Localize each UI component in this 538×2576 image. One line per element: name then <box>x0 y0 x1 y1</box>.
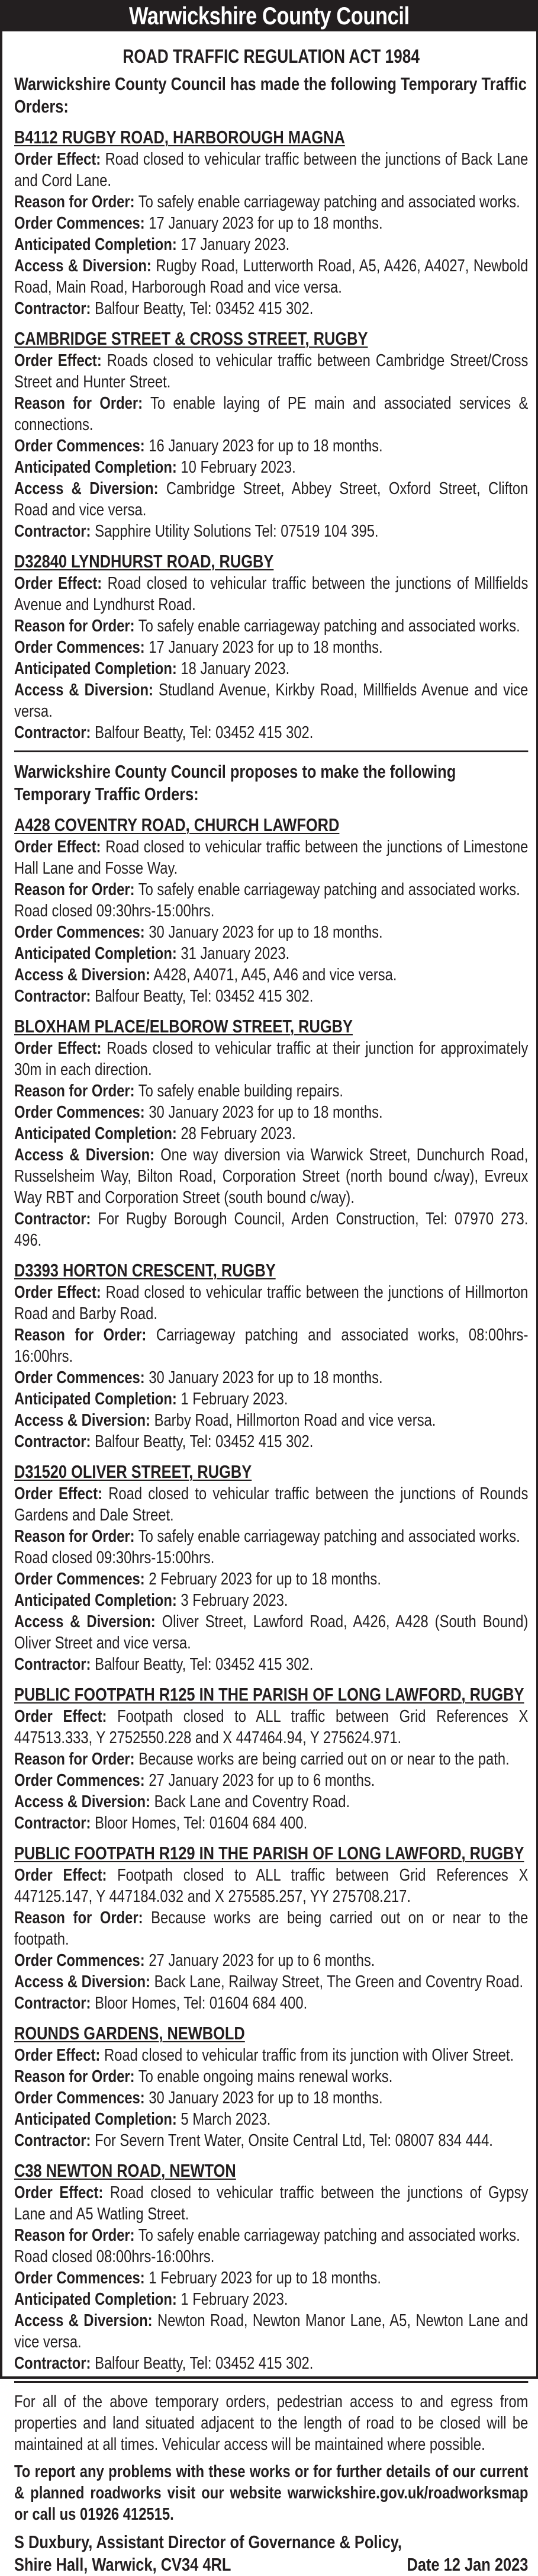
order-effect <box>14 836 528 879</box>
field-label: Anticipated Completion: <box>14 1124 177 1143</box>
field-label: Reason for Order: <box>14 1908 143 1927</box>
order-contractor <box>14 1208 528 1251</box>
order-effect <box>14 2045 528 2066</box>
order-entry <box>14 814 528 1007</box>
order-completion <box>14 1123 528 1144</box>
made-orders-intro: Warwickshire County Council has made the following Temporary Traffic Orders: <box>14 73 527 117</box>
field-value: 1 February 2023. <box>181 1390 288 1409</box>
field-value: Road closed 09:30hrs-15:00hrs. <box>14 902 215 920</box>
order-diversion <box>14 679 528 722</box>
field-label: Contractor: <box>14 1210 91 1228</box>
field-label: Contractor: <box>14 1655 91 1674</box>
order-effect <box>14 1483 528 1526</box>
field-label: Order Effect: <box>14 150 101 169</box>
signature-block <box>14 2531 528 2576</box>
order-contractor <box>14 2353 528 2374</box>
field-label: Access & Diversion: <box>14 2311 153 2330</box>
made-orders-list <box>14 126 528 743</box>
field-label: Order Commences: <box>14 923 145 942</box>
field-label: Order Commences: <box>14 1951 145 1970</box>
field-value: Studland Avenue, Kirkby Road, Millfields Avenue and vice versa. <box>14 681 529 721</box>
field-label: Order Effect: <box>14 1039 102 1058</box>
field-value: To safely enable carriageway patching and associated works. <box>138 880 520 899</box>
field-value: Road closed to vehicular traffic between the junctions of Rounds Gardens and Dale Street. <box>14 1484 529 1525</box>
order-contractor <box>14 986 528 1007</box>
field-value: For Severn Trent Water, Onsite Central Ltd, Tel: 08007 834 444. <box>95 2131 493 2150</box>
field-label: Contractor: <box>14 1432 91 1451</box>
field-label: Order Effect: <box>14 351 102 370</box>
section-divider <box>14 750 528 752</box>
order-title: PUBLIC FOOTPATH R129 IN THE PARISH OF LONG LAWFORD, RUGBY <box>14 1843 524 1863</box>
order-completion <box>14 2289 528 2310</box>
field-label: Order Commences: <box>14 638 145 657</box>
field-label: Access & Diversion: <box>14 479 159 498</box>
order-effect <box>14 149 528 191</box>
address: Shire Hall, Warwick, CV34 4RL <box>14 2554 231 2575</box>
field-value: Balfour Beatty, Tel: 03452 415 302. <box>95 1432 314 1451</box>
order-note <box>14 1547 528 1568</box>
field-value: Roads closed to vehicular traffic at their junction for approximately 30m in each direction. <box>14 1039 529 1079</box>
order-title: BLOXHAM PLACE/ELBOROW STREET, RUGBY <box>14 1016 353 1037</box>
field-value: 10 February 2023. <box>181 458 296 477</box>
order-commences <box>14 435 528 457</box>
order-diversion <box>14 255 528 298</box>
field-label: Access & Diversion: <box>14 1612 156 1631</box>
field-value: Newton Road, Newton Manor Lane, A5, Newton Lane and vice versa. <box>14 2311 529 2352</box>
order-title: PUBLIC FOOTPATH R125 IN THE PARISH OF LONG LAWFORD, RUGBY <box>14 1684 524 1705</box>
order-contractor <box>14 521 528 542</box>
field-value: To enable ongoing mains renewal works. <box>138 2067 393 2086</box>
order-entry <box>14 126 528 319</box>
field-value: Sapphire Utility Solutions Tel: 07519 104 395. <box>95 522 379 541</box>
field-label: Order Effect: <box>14 1866 107 1885</box>
field-label: Reason for Order: <box>14 2067 135 2086</box>
field-value: Balfour Beatty, Tel: 03452 415 302. <box>95 987 314 1006</box>
field-value: To safely enable carriageway patching and associated works. <box>138 193 520 211</box>
order-commences <box>14 1367 528 1388</box>
order-title: A428 COVENTRY ROAD, CHURCH LAWFORD <box>14 814 340 835</box>
field-label: Order Effect: <box>14 574 102 593</box>
order-diversion <box>14 1410 528 1431</box>
masthead <box>0 0 538 31</box>
field-label: Anticipated Completion: <box>14 235 177 254</box>
field-label: Order Commences: <box>14 437 145 455</box>
field-value: Roads closed to vehicular traffic between Cambridge Street/Cross Street and Hunter Street. <box>14 351 529 392</box>
order-effect <box>14 1038 528 1080</box>
field-value: To enable laying of PE main and associated services & connections. <box>14 394 529 434</box>
order-reason <box>14 1080 528 1102</box>
notice-body <box>14 31 529 2576</box>
field-label: Contractor: <box>14 723 91 742</box>
order-title: CAMBRIDGE STREET & CROSS STREET, RUGBY <box>14 328 368 349</box>
field-value: Road closed to vehicular traffic between the junctions of Limestone Hall Lane and Fosse Way. <box>14 838 529 878</box>
field-label: Reason for Order: <box>14 617 135 636</box>
pedestrian-access-notice: For all of the above temporary orders, pedestrian access to and egress from properties and land situated adjacent to the length of road to be closed will be maintained at all times. Vehicular access will be maintained where possible. <box>14 2392 529 2454</box>
field-value: 2 February 2023 for up to 18 months. <box>149 1570 381 1589</box>
field-value: 1 February 2023 for up to 18 months. <box>149 2269 381 2288</box>
field-value: 30 January 2023 for up to 18 months. <box>149 1103 383 1122</box>
order-note <box>14 900 528 922</box>
field-value: One way diversion via Warwick Street, Dunchurch Road, Russelsheim Way, Bilton Road, Corporation Street (north bound c/way), Evreux Way RBT and Corporation Street (south bound c/way). <box>14 1146 529 1207</box>
order-commences <box>14 2087 528 2109</box>
field-label: Anticipated Completion: <box>14 1591 177 1610</box>
field-value: A428, A4071, A45, A46 and vice versa. <box>153 965 397 984</box>
order-completion <box>14 2109 528 2130</box>
field-value: 3 February 2023. <box>181 1591 288 1610</box>
order-diversion <box>14 2310 528 2353</box>
report-problems-text: To report any problems with these works or for further details of our current & planned roadworks visit our website warwickshire.gov.uk/roadworksmap or call us 01926 412515. <box>14 2462 529 2524</box>
order-diversion <box>14 964 528 986</box>
field-value: Footpath closed to ALL traffic between Grid References X 447513.333, Y 2752550.228 and X 447464.94, Y 275624.971. <box>14 1707 529 1747</box>
field-label: Order Effect: <box>14 2046 101 2065</box>
field-label: Access & Diversion: <box>14 681 153 700</box>
order-completion <box>14 457 528 478</box>
field-value: Road closed to vehicular traffic between the junctions of Back Lane and Cord Lane. <box>14 150 529 190</box>
order-title: D3393 HORTON CRESCENT, RUGBY <box>14 1260 276 1281</box>
order-effect <box>14 1706 528 1749</box>
order-title: B4112 RUGBY ROAD, HARBOROUGH MAGNA <box>14 127 345 147</box>
order-diversion <box>14 1144 528 1208</box>
field-label: Anticipated Completion: <box>14 2110 177 2129</box>
order-title: D31520 OLIVER STREET, RUGBY <box>14 1461 252 1482</box>
order-reason <box>14 2225 528 2246</box>
order-effect <box>14 573 528 615</box>
order-contractor <box>14 1812 528 1834</box>
field-label: Order Effect: <box>14 1707 107 1726</box>
field-value: 1 February 2023. <box>181 2290 288 2309</box>
field-value: 17 January 2023 for up to 18 months. <box>149 638 383 657</box>
field-value: 17 January 2023 for up to 18 months. <box>149 214 383 233</box>
field-label: Access & Diversion: <box>14 1972 150 1991</box>
field-label: Contractor: <box>14 522 91 541</box>
field-label: Reason for Order: <box>14 1082 135 1101</box>
order-commences <box>14 2267 528 2289</box>
field-value: Bloor Homes, Tel: 01604 684 400. <box>95 1814 308 1833</box>
field-value: 30 January 2023 for up to 18 months. <box>149 2089 383 2107</box>
field-value: Back Lane, Railway Street, The Green and Coventry Road. <box>154 1972 524 1991</box>
footer-divider <box>14 2381 528 2383</box>
field-label: Reason for Order: <box>14 1326 147 1345</box>
order-commences <box>14 922 528 943</box>
field-value: Road closed to vehicular traffic between the junctions of Millfields Avenue and Lyndhurst Road. <box>14 574 529 614</box>
field-label: Reason for Order: <box>14 394 143 413</box>
order-note <box>14 2246 528 2267</box>
field-value: Road closed 09:30hrs-15:00hrs. <box>14 1548 215 1567</box>
order-completion <box>14 658 528 679</box>
field-value: Because works are being carried out on or near to the path. <box>138 1750 510 1769</box>
field-value: To safely enable carriageway patching and associated works. <box>138 1527 520 1546</box>
order-effect <box>14 350 528 393</box>
order-diversion <box>14 1611 528 1654</box>
order-completion <box>14 1388 528 1410</box>
order-reason <box>14 191 528 213</box>
order-entry <box>14 1842 528 2014</box>
order-commences <box>14 637 528 658</box>
field-label: Access & Diversion: <box>14 965 150 984</box>
field-label: Order Commences: <box>14 1103 145 1122</box>
order-reason <box>14 1526 528 1547</box>
field-value: 31 January 2023. <box>181 944 290 963</box>
proposed-orders-list <box>14 814 528 2374</box>
field-value: Because works are being carried out on or near to the footpath. <box>14 1908 529 1949</box>
order-commences <box>14 1102 528 1123</box>
field-label: Access & Diversion: <box>14 1411 150 1430</box>
order-reason <box>14 879 528 900</box>
order-commences <box>14 1950 528 1971</box>
field-label: Order Commences: <box>14 1570 145 1589</box>
field-label: Reason for Order: <box>14 1750 135 1769</box>
notice-date: Date 12 Jan 2023 <box>407 2554 529 2575</box>
field-label: Anticipated Completion: <box>14 2290 177 2309</box>
order-completion <box>14 234 528 255</box>
order-entry <box>14 1259 528 1452</box>
field-label: Reason for Order: <box>14 2226 135 2245</box>
field-value: 18 January 2023. <box>181 659 290 678</box>
field-value: 30 January 2023 for up to 18 months. <box>149 1368 383 1387</box>
field-value: Balfour Beatty, Tel: 03452 415 302. <box>95 1655 314 1674</box>
field-label: Order Commences: <box>14 1368 145 1387</box>
order-entry <box>14 2022 528 2151</box>
order-title: D32840 LYNDHURST ROAD, RUGBY <box>14 551 274 572</box>
field-value: 27 January 2023 for up to 6 months. <box>149 1771 375 1790</box>
field-label: Anticipated Completion: <box>14 944 177 963</box>
signatory: S Duxbury, Assistant Director of Governance & Policy, <box>14 2532 402 2552</box>
order-reason <box>14 1907 528 1950</box>
field-value: 30 January 2023 for up to 18 months. <box>149 923 383 942</box>
field-value: Oliver Street, Lawford Road, A426, A428 (South Bound) Oliver Street and vice versa. <box>14 1612 529 1653</box>
field-value: Balfour Beatty, Tel: 03452 415 302. <box>95 2354 314 2373</box>
field-value: For Rugby Borough Council, Arden Construction, Tel: 07970 273. 496. <box>14 1210 529 1250</box>
field-value: 16 January 2023 for up to 18 months. <box>149 437 383 455</box>
field-label: Order Commences: <box>14 1771 145 1790</box>
order-diversion <box>14 1971 528 1993</box>
field-value: Road closed 08:00hrs-16:00hrs. <box>14 2247 215 2266</box>
field-label: Order Commences: <box>14 214 145 233</box>
field-value: Cambridge Street, Abbey Street, Oxford Street, Clifton Road and vice versa. <box>14 479 529 519</box>
field-value: Rugby Road, Lutterworth Road, A5, A426, A4027, Newbold Road, Main Road, Harborough Road and vice versa. <box>14 256 529 297</box>
field-label: Contractor: <box>14 299 91 318</box>
order-contractor <box>14 2130 528 2151</box>
order-title: C38 NEWTON ROAD, NEWTON <box>14 2160 236 2181</box>
order-entry <box>14 550 528 743</box>
order-entry <box>14 328 528 542</box>
order-diversion <box>14 478 528 521</box>
order-reason <box>14 1749 528 1770</box>
field-label: Order Effect: <box>14 838 101 856</box>
field-value: Bloor Homes, Tel: 01604 684 400. <box>95 1994 308 2013</box>
field-value: Carriageway patching and associated works, 08:00hrs-16:00hrs. <box>14 1326 529 1366</box>
field-label: Anticipated Completion: <box>14 1390 177 1409</box>
order-reason <box>14 393 528 435</box>
order-reason <box>14 615 528 637</box>
field-label: Anticipated Completion: <box>14 458 177 477</box>
field-value: To safely enable building repairs. <box>138 1082 344 1101</box>
field-value: Barby Road, Hillmorton Road and vice versa. <box>154 1411 436 1430</box>
order-contractor <box>14 722 528 743</box>
order-entry <box>14 1461 528 1675</box>
order-commences <box>14 1568 528 1590</box>
field-value: Balfour Beatty, Tel: 03452 415 302. <box>95 723 314 742</box>
field-value: To safely enable carriageway patching and associated works. <box>138 2226 520 2245</box>
field-value: 17 January 2023. <box>181 235 290 254</box>
field-label: Contractor: <box>14 2131 91 2150</box>
order-commences <box>14 1770 528 1791</box>
order-effect <box>14 1282 528 1324</box>
field-value: 28 February 2023. <box>181 1124 296 1143</box>
field-value: Balfour Beatty, Tel: 03452 415 302. <box>95 299 314 318</box>
field-label: Access & Diversion: <box>14 256 152 275</box>
order-effect <box>14 2182 528 2225</box>
order-completion <box>14 943 528 964</box>
field-value: Back Lane and Coventry Road. <box>154 1792 350 1811</box>
field-label: Order Effect: <box>14 1283 101 1302</box>
proposed-orders-intro: Warwickshire County Council proposes to make the following Temporary Traffic Orders: <box>14 761 456 804</box>
act-title: ROAD TRAFFIC REGULATION ACT 1984 <box>123 46 420 67</box>
field-label: Reason for Order: <box>14 880 135 899</box>
field-value: Road closed to vehicular traffic between the junctions of Hillmorton Road and Barby Road. <box>14 1283 529 1323</box>
field-label: Anticipated Completion: <box>14 659 177 678</box>
field-label: Order Commences: <box>14 2089 145 2107</box>
order-contractor <box>14 1993 528 2014</box>
order-entry <box>14 1683 528 1834</box>
field-label: Access & Diversion: <box>14 1792 150 1811</box>
order-completion <box>14 1590 528 1611</box>
field-label: Contractor: <box>14 2354 91 2373</box>
field-label: Contractor: <box>14 1814 91 1833</box>
field-label: Order Commences: <box>14 2269 145 2288</box>
order-contractor <box>14 1654 528 1675</box>
field-label: Contractor: <box>14 987 91 1006</box>
field-value: Road closed to vehicular traffic between the junctions of Gypsy Lane and A5 Watling Street. <box>14 2183 529 2224</box>
order-reason <box>14 2066 528 2087</box>
field-label: Order Effect: <box>14 1484 102 1503</box>
field-label: Reason for Order: <box>14 1527 135 1546</box>
field-value: 27 January 2023 for up to 6 months. <box>149 1951 375 1970</box>
field-label: Access & Diversion: <box>14 1146 155 1165</box>
field-value: Footpath closed to ALL traffic between Grid References X 447125.147, Y 447184.032 and X 275585.257, YY 275708.217. <box>14 1866 529 1906</box>
order-contractor <box>14 1431 528 1452</box>
order-effect <box>14 1865 528 1907</box>
council-title: Warwickshire County Council <box>128 1 410 30</box>
field-value: 5 March 2023. <box>181 2110 271 2129</box>
field-label: Reason for Order: <box>14 193 135 211</box>
order-title: ROUNDS GARDENS, NEWBOLD <box>14 2023 245 2044</box>
field-value: To safely enable carriageway patching and associated works. <box>138 617 520 636</box>
order-entry <box>14 1015 528 1251</box>
order-commences <box>14 213 528 234</box>
order-contractor <box>14 298 528 319</box>
order-entry <box>14 2160 528 2374</box>
field-label: Contractor: <box>14 1994 91 2013</box>
order-reason <box>14 1324 528 1367</box>
field-label: Order Effect: <box>14 2183 104 2202</box>
field-value: Road closed to vehicular traffic from its junction with Oliver Street. <box>104 2046 514 2065</box>
order-diversion <box>14 1791 528 1812</box>
